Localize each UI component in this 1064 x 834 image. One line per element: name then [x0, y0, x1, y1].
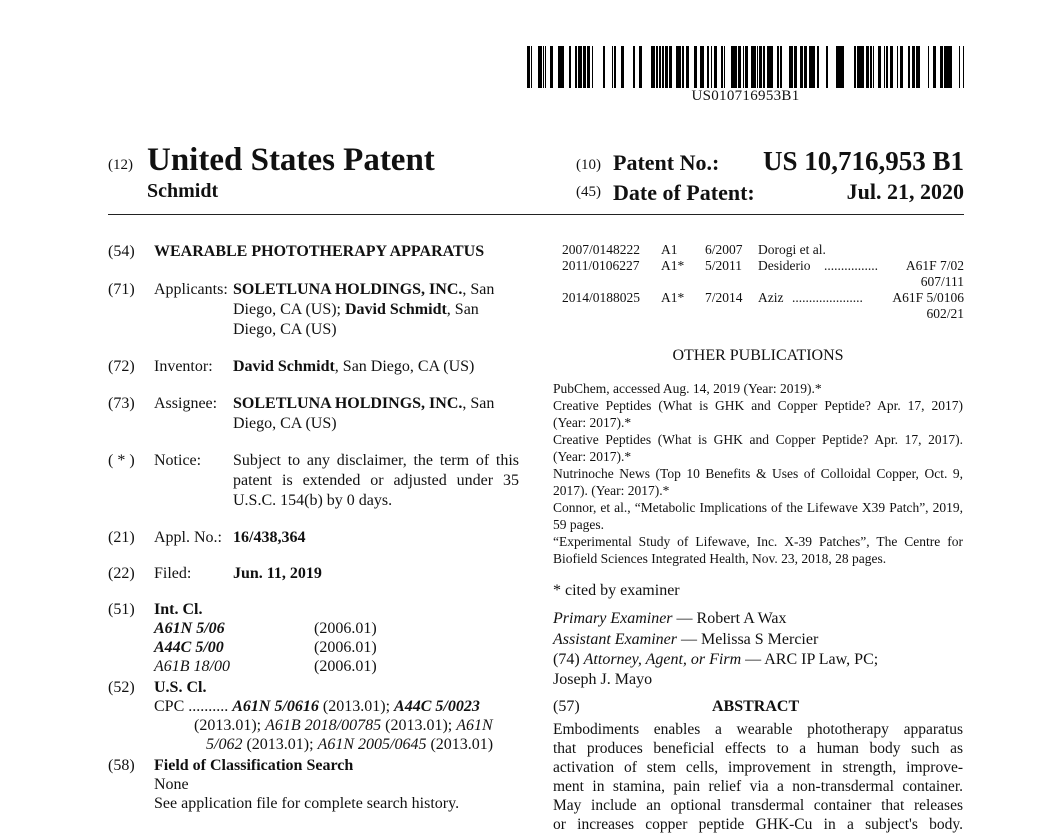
assistant-examiner-label: Assistant Examiner: [553, 631, 677, 648]
publication-entry: “Experimental Study of Lifewave, Inc. X-39 Patches”, The Centre for Biofield Sciences Integrated Health, Nov. 23, 2018, 28 pages.: [553, 534, 963, 566]
inid-code-54: (54): [108, 243, 135, 260]
inid-code-21: (21): [108, 529, 135, 546]
applicant-location-1b: Diego, CA (US);: [233, 301, 341, 318]
publication-entry: PubChem, accessed Aug. 14, 2019 (Year: 2019).*: [553, 381, 822, 396]
int-cl-label: Int. Cl.: [154, 601, 203, 618]
int-cl-code: A61B 18/00: [154, 658, 230, 675]
inid-code-10: (10): [576, 157, 601, 173]
inid-code-74: (74): [553, 651, 580, 668]
abstract-line: activation of stem cells, improvement in strength, improve-: [553, 759, 963, 776]
applicant-name-1: SOLETLUNA HOLDINGS, INC.: [233, 281, 463, 298]
appl-no-label: Appl. No.:: [154, 529, 222, 546]
ref-name: Dorogi et al.: [758, 242, 826, 257]
applicant-line-1: [233, 280, 494, 300]
invention-title: WEARABLE PHOTOTHERAPY APPARATUS: [154, 243, 485, 260]
int-cl-year: (2006.01): [314, 658, 377, 675]
cpc-year: (2013.01);: [194, 717, 266, 734]
cpc-year: (2013.01): [426, 736, 494, 753]
date-of-patent: Jul. 21, 2020: [846, 179, 964, 204]
ref-pub-number: 2011/0106227: [562, 258, 640, 273]
int-cl-year: (2006.01): [314, 620, 377, 637]
cpc-code: 5/062: [206, 736, 243, 753]
cpc-line-1: [154, 697, 480, 717]
abstract-line: that produces beneficial effects to a human body such as: [553, 740, 963, 757]
ref-kind: A1: [661, 242, 678, 257]
primary-examiner: [553, 609, 787, 629]
ref-leader-dots: ................: [824, 258, 878, 273]
other-publications-heading: OTHER PUBLICATIONS: [672, 347, 844, 364]
other-publications-list: [553, 380, 963, 567]
notice-line-2: patent is extended or adjusted under 35: [233, 472, 519, 489]
ref-class: A61F 5/0106: [892, 290, 964, 305]
cpc-label: CPC: [154, 698, 185, 715]
ref-kind: A1*: [661, 258, 685, 273]
inid-code-45: (45): [576, 184, 601, 200]
ref-name: Desiderio: [758, 258, 811, 273]
attorney-name: — ARC IP Law, PC;: [741, 651, 879, 668]
cpc-code: A61N: [456, 717, 493, 734]
applicant-line-3: Diego, CA (US): [233, 321, 337, 338]
applicant-location-2: , San: [446, 301, 479, 318]
inventor-line: [233, 357, 474, 377]
inventor-surname: Schmidt: [147, 180, 219, 202]
publication-entry: Connor, et al., “Metabolic Implications of the Lifewave X39 Patch”, 2019, 59 pages.: [553, 500, 963, 532]
ref-kind: A1*: [661, 290, 685, 305]
patent-number-label: Patent No.:: [613, 150, 720, 175]
inid-code-71: (71): [108, 281, 135, 298]
field-search-none: None: [154, 776, 189, 793]
publication-entry: Creative Peptides (What is GHK and Copper Peptide? Apr. 17, 2017) (Year: 2017).*: [553, 398, 963, 430]
applicants-label: Applicants:: [154, 281, 228, 298]
inid-code-notice: ( * ): [108, 452, 135, 469]
cpc-year: (2013.01);: [318, 698, 395, 715]
header-divider: [108, 214, 964, 215]
reference-row: [562, 242, 964, 258]
field-search-note: See application file for complete search history.: [154, 795, 460, 812]
ref-date: 5/2011: [705, 258, 742, 273]
abstract-line: May include an optional transdermal container that releases: [553, 797, 963, 814]
publication-entry: Creative Peptides (What is GHK and Copper Peptide? Apr. 17, 2017). (Year: 2017).*: [553, 432, 963, 464]
inid-code-58: (58): [108, 757, 135, 774]
ref-pub-number: 2007/0148222: [562, 242, 641, 257]
assignee-location: , San: [462, 395, 495, 412]
ref-us-class: 602/21: [926, 306, 964, 321]
ref-leader-dots: .....................: [792, 290, 863, 305]
assignee-name: SOLETLUNA HOLDINGS, INC.: [233, 395, 463, 412]
appl-no: 16/438,364: [233, 529, 306, 546]
applicant-location-1: , San: [462, 281, 495, 298]
inid-code-72: (72): [108, 358, 135, 375]
patent-barcode: [527, 46, 964, 88]
barcode-graphic: [527, 46, 964, 88]
barcode-number: US010716953B1: [691, 88, 800, 104]
cited-by-examiner: * cited by examiner: [553, 582, 680, 599]
reference-row: [562, 290, 964, 322]
cpc-line-2: [194, 716, 493, 736]
abstract-line: or increases copper peptide GHK-Cu in a subject's body.: [553, 816, 963, 833]
notice-label: Notice:: [154, 452, 202, 469]
filed-date: Jun. 11, 2019: [233, 565, 322, 582]
abstract-text: [553, 720, 963, 834]
int-cl-code: A61N 5/06: [154, 620, 225, 637]
inid-code-73: (73): [108, 395, 135, 412]
ref-date: 7/2014: [705, 290, 743, 305]
inid-code-22: (22): [108, 565, 135, 582]
notice-line-1: Subject to any disclaimer, the term of this: [233, 452, 519, 469]
cpc-code: A61B 2018/00785: [265, 717, 382, 734]
assignee-line-1: [233, 394, 494, 414]
cpc-code: A61N 5/0616: [232, 698, 319, 715]
assignee-label: Assignee:: [154, 395, 218, 412]
int-cl-year: (2006.01): [314, 639, 377, 656]
abstract-line: ment in stamina, pain relief via a non-transdermal container.: [553, 778, 963, 795]
inventor-name: David Schmidt: [233, 358, 335, 375]
inventor-location: , San Diego, CA (US): [334, 358, 475, 375]
patent-number: US 10,716,953 B1: [763, 146, 965, 176]
document-title: United States Patent: [147, 142, 435, 178]
notice-line-3: U.S.C. 154(b) by 0 days.: [233, 492, 393, 509]
abstract-line: Embodiments enables a wearable phototherapy apparatus: [553, 721, 963, 738]
cpc-code: A44C 5/0023: [394, 698, 480, 715]
applicant-line-2: [233, 300, 479, 320]
cpc-line-3: [206, 735, 493, 755]
date-of-patent-label: Date of Patent:: [613, 180, 755, 205]
primary-examiner-name: — Robert A Wax: [672, 610, 787, 627]
int-cl-code: A44C 5/00: [154, 639, 224, 656]
publication-entry: Nutrinoche News (Top 10 Benefits & Uses of Colloidal Copper, Oct. 9, 2017). (Year: 2017).*: [553, 466, 963, 498]
attorney-line-2: Joseph J. Mayo: [553, 671, 653, 688]
abstract-heading: ABSTRACT: [712, 698, 800, 715]
attorney-label: Attorney, Agent, or Firm: [583, 651, 742, 668]
inid-code-52: (52): [108, 679, 135, 696]
ref-pub-number: 2014/0188025: [562, 290, 641, 305]
ref-class: A61F 7/02: [905, 258, 964, 273]
ref-date: 6/2007: [705, 242, 743, 257]
inid-code-51: (51): [108, 601, 135, 618]
reference-row: [562, 258, 964, 290]
cpc-year: (2013.01);: [242, 736, 318, 753]
us-cl-label: U.S. Cl.: [154, 679, 207, 696]
assistant-examiner: [553, 630, 818, 650]
field-search-label: Field of Classification Search: [154, 757, 354, 774]
cpc-code: A61N 2005/0645: [317, 736, 427, 753]
ref-us-class: 607/111: [920, 274, 964, 289]
ref-name: Aziz: [758, 290, 784, 305]
cpc-dots: ..........: [184, 698, 229, 715]
assistant-examiner-name: — Melissa S Mercier: [677, 631, 819, 648]
inid-code-57: (57): [553, 698, 580, 715]
inid-code-12: (12): [108, 157, 133, 173]
primary-examiner-label: Primary Examiner: [553, 610, 673, 627]
attorney-line-1: [553, 650, 878, 670]
cpc-year: (2013.01);: [381, 717, 457, 734]
filed-label: Filed:: [154, 565, 192, 582]
applicant-name-2: David Schmidt: [345, 301, 447, 318]
assignee-line-2: Diego, CA (US): [233, 415, 337, 432]
inventor-label: Inventor:: [154, 358, 213, 375]
